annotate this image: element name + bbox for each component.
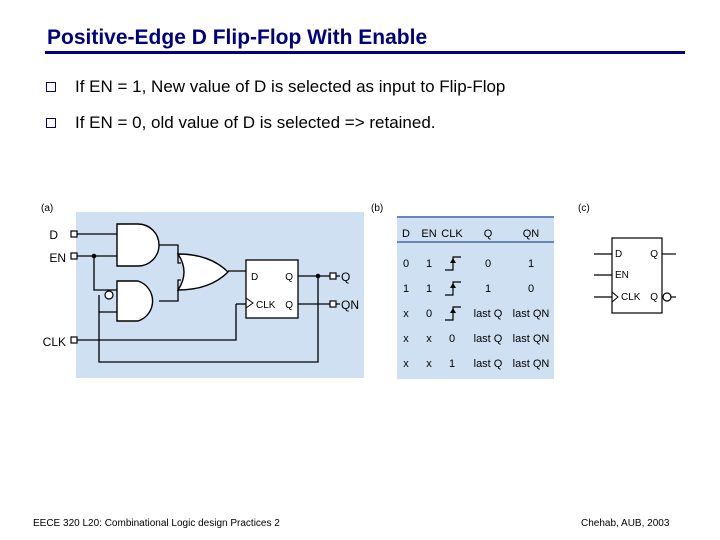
inverter-bubble-icon — [663, 293, 671, 301]
input-pin-en — [71, 253, 77, 259]
table-row — [403, 307, 549, 320]
table-cell: 0 — [448, 333, 456, 345]
symbol-pin-en: EN — [615, 270, 629, 281]
input-pin-d — [71, 231, 77, 237]
table-cell: 1 — [425, 283, 433, 295]
footer-course: EECE 320 L20: Combinational Logic design Practices 2 — [33, 518, 280, 529]
table-header: Q — [483, 228, 493, 240]
figure-b-label: (b) — [371, 203, 384, 214]
ff-pin-clk: CLK — [256, 300, 276, 311]
symbol-pin-q: Q — [650, 249, 658, 260]
input-pin-clk — [71, 337, 77, 343]
table-cell: last Q — [473, 308, 503, 320]
output-label-qn: QN — [341, 298, 359, 312]
and-gate-top — [117, 224, 159, 266]
ff-pin-q: Q — [285, 272, 293, 283]
output-label-q: Q — [341, 270, 351, 284]
table-cell: x — [403, 333, 409, 345]
footer-author: Chehab, AUB, 2003 — [581, 518, 670, 529]
input-label-clk: CLK — [42, 335, 66, 349]
ff-pin-d: D — [251, 272, 259, 283]
logic-symbol — [578, 203, 676, 313]
function-table — [371, 203, 554, 379]
table-cell: x — [426, 358, 432, 370]
table-cell: last QN — [512, 308, 550, 320]
table-background — [397, 216, 554, 379]
table-cell: x — [403, 358, 409, 370]
table-cell: 1 — [425, 258, 433, 270]
slide-title: Positive-Edge D Flip-Flop With Enable — [47, 26, 428, 49]
table-cell: 1 — [527, 258, 535, 270]
table-header: D — [402, 228, 410, 240]
square-bullet-icon — [46, 118, 56, 128]
table-cell: last QN — [512, 333, 550, 345]
circuit-diagram — [41, 203, 364, 378]
table-cell: 1 — [484, 283, 492, 295]
symbol-pin-qn: Q — [650, 292, 658, 303]
table-header: QN — [522, 228, 540, 240]
figure-c-label: (c) — [578, 203, 590, 214]
junction-dot — [92, 254, 97, 259]
bullet-item — [46, 111, 436, 135]
and-gate-bottom — [117, 281, 153, 321]
bullet-text: If EN = 0, old value of D is selected => retained. — [75, 113, 436, 132]
table-cell: last QN — [512, 358, 550, 370]
table-cell: 0 — [484, 258, 492, 270]
table-cell: 0 — [425, 308, 433, 320]
table-cell: 1 — [448, 358, 456, 370]
table-cell: 0 — [402, 258, 410, 270]
input-label-en: EN — [49, 251, 66, 265]
output-pin-qn — [330, 301, 336, 307]
bullet-item — [46, 75, 505, 99]
table-cell: last Q — [473, 358, 503, 370]
input-label-d: D — [49, 228, 58, 242]
table-cell: 0 — [527, 283, 535, 295]
table-cell: last Q — [473, 333, 503, 345]
junction-dot — [316, 274, 321, 279]
flip-flop-figure — [0, 190, 720, 390]
table-cell: x — [403, 308, 409, 320]
square-bullet-icon — [46, 82, 56, 92]
output-pin-q — [330, 273, 336, 279]
title-underline — [45, 51, 685, 54]
symbol-pin-clk: CLK — [621, 292, 641, 303]
symbol-pin-d: D — [615, 249, 623, 260]
table-header: EN — [421, 228, 437, 240]
figure-a-label: (a) — [41, 203, 54, 214]
table-cell: 1 — [402, 283, 410, 295]
bullet-text: If EN = 1, New value of D is selected as input to Flip-Flop — [75, 77, 506, 96]
ff-pin-qn: Q — [285, 300, 293, 311]
inverter-bubble-icon — [105, 291, 113, 299]
table-cell: x — [426, 333, 432, 345]
table-header: CLK — [441, 228, 463, 240]
